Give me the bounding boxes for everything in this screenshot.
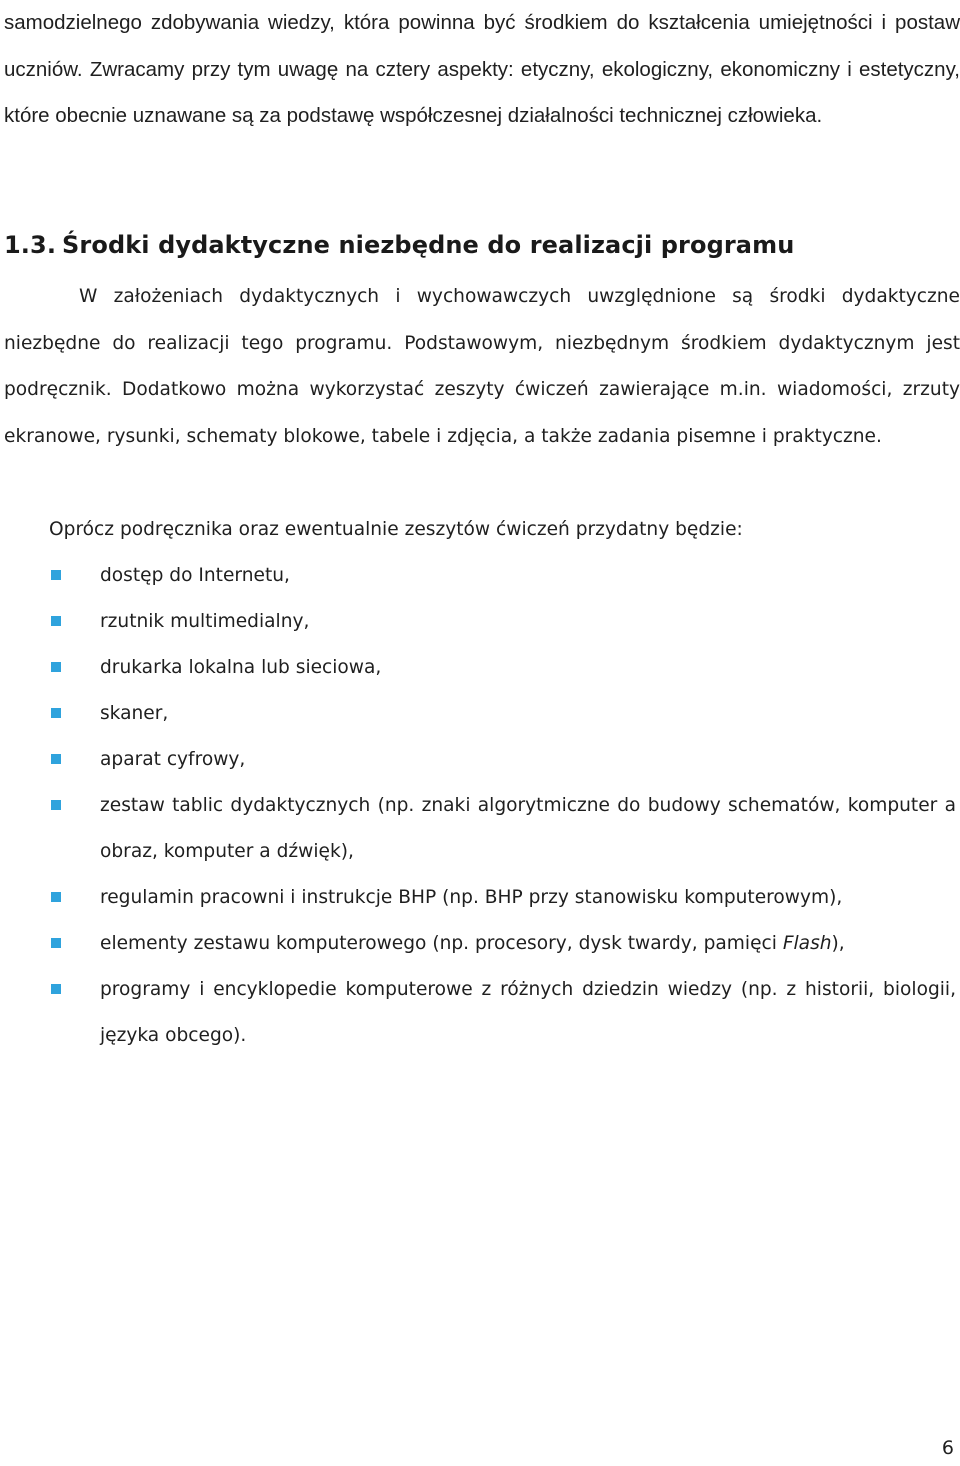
list-item-emphasis: Flash	[782, 933, 832, 954]
list-item-text: regulamin pracowni i instrukcje BHP (np. BHP przy stanowisku komputerowym),	[100, 887, 843, 908]
square-bullet-icon	[51, 984, 61, 994]
list-item-text: zestaw tablic dydaktycznych (np. znaki algorytmiczne do budowy schematów, komputer a obraz, komputer a dźwięk),	[100, 795, 956, 862]
equipment-list	[0, 553, 960, 1059]
list-item-text: skaner,	[100, 703, 169, 724]
list-item-text: drukarka lokalna lub sieciowa,	[100, 657, 382, 678]
body-paragraph: W założeniach dydaktycznych i wychowawczych uwzględnione są środki dydaktyczne niezbędne do realizacji tego programu. Podstawowym, niezbędnym środkiem dydaktycznym jest podręcznik. Dodatkowo można wykorzystać zeszyty ćwiczeń zawierające m.in. wiadomości, zrzuty ekranowe, rysunki, schematy blokowe, tabele i zdjęcia, a także zadania pisemne i praktyczne.	[4, 286, 960, 447]
list-item-text: programy i encyklopedie komputerowe z różnych dziedzin wiedzy (np. z historii, biologii, języka obcego).	[100, 979, 956, 1046]
section-number: 1.3.	[4, 231, 57, 259]
list-lead-text: Oprócz podręcznika oraz ewentualnie zeszytów ćwiczeń przydatny będzie:	[49, 519, 743, 540]
list-item-text: aparat cyfrowy,	[100, 749, 246, 770]
list-item-text-after: ),	[831, 933, 845, 954]
square-bullet-icon	[51, 662, 61, 672]
list-item-text-before: elementy zestawu komputerowego (np. procesory, dysk twardy, pamięci	[100, 933, 783, 954]
list-item-text	[100, 933, 845, 954]
page-number: 6	[941, 1437, 954, 1459]
square-bullet-icon	[51, 938, 61, 948]
intro-paragraph: samodzielnego zdobywania wiedzy, która powinna być środkiem do kształcenia umiejętności i postaw uczniów. Zwracamy przy tym uwagę na cztery aspekty: etyczny, ekologiczny, ekonomiczny i estetyczny, które obecnie uznawane są za podstawę współczesnej działalności technicznej człowieka.	[4, 11, 960, 127]
square-bullet-icon	[51, 754, 61, 764]
list-item	[0, 783, 956, 875]
square-bullet-icon	[51, 892, 61, 902]
list-item	[0, 599, 956, 645]
list-item	[0, 921, 956, 967]
list-item	[0, 967, 956, 1059]
square-bullet-icon	[51, 616, 61, 626]
square-bullet-icon	[51, 570, 61, 580]
list-item	[0, 691, 956, 737]
square-bullet-icon	[51, 800, 61, 810]
square-bullet-icon	[51, 708, 61, 718]
section-heading	[4, 222, 954, 268]
list-item	[0, 737, 956, 783]
list-item-text: rzutnik multimedialny,	[100, 611, 310, 632]
list-item	[0, 875, 956, 921]
list-item	[0, 645, 956, 691]
list-item-text: dostęp do Internetu,	[100, 565, 290, 586]
section-title: Środki dydaktyczne niezbędne do realizacji programu	[62, 231, 795, 259]
list-item	[0, 553, 956, 599]
